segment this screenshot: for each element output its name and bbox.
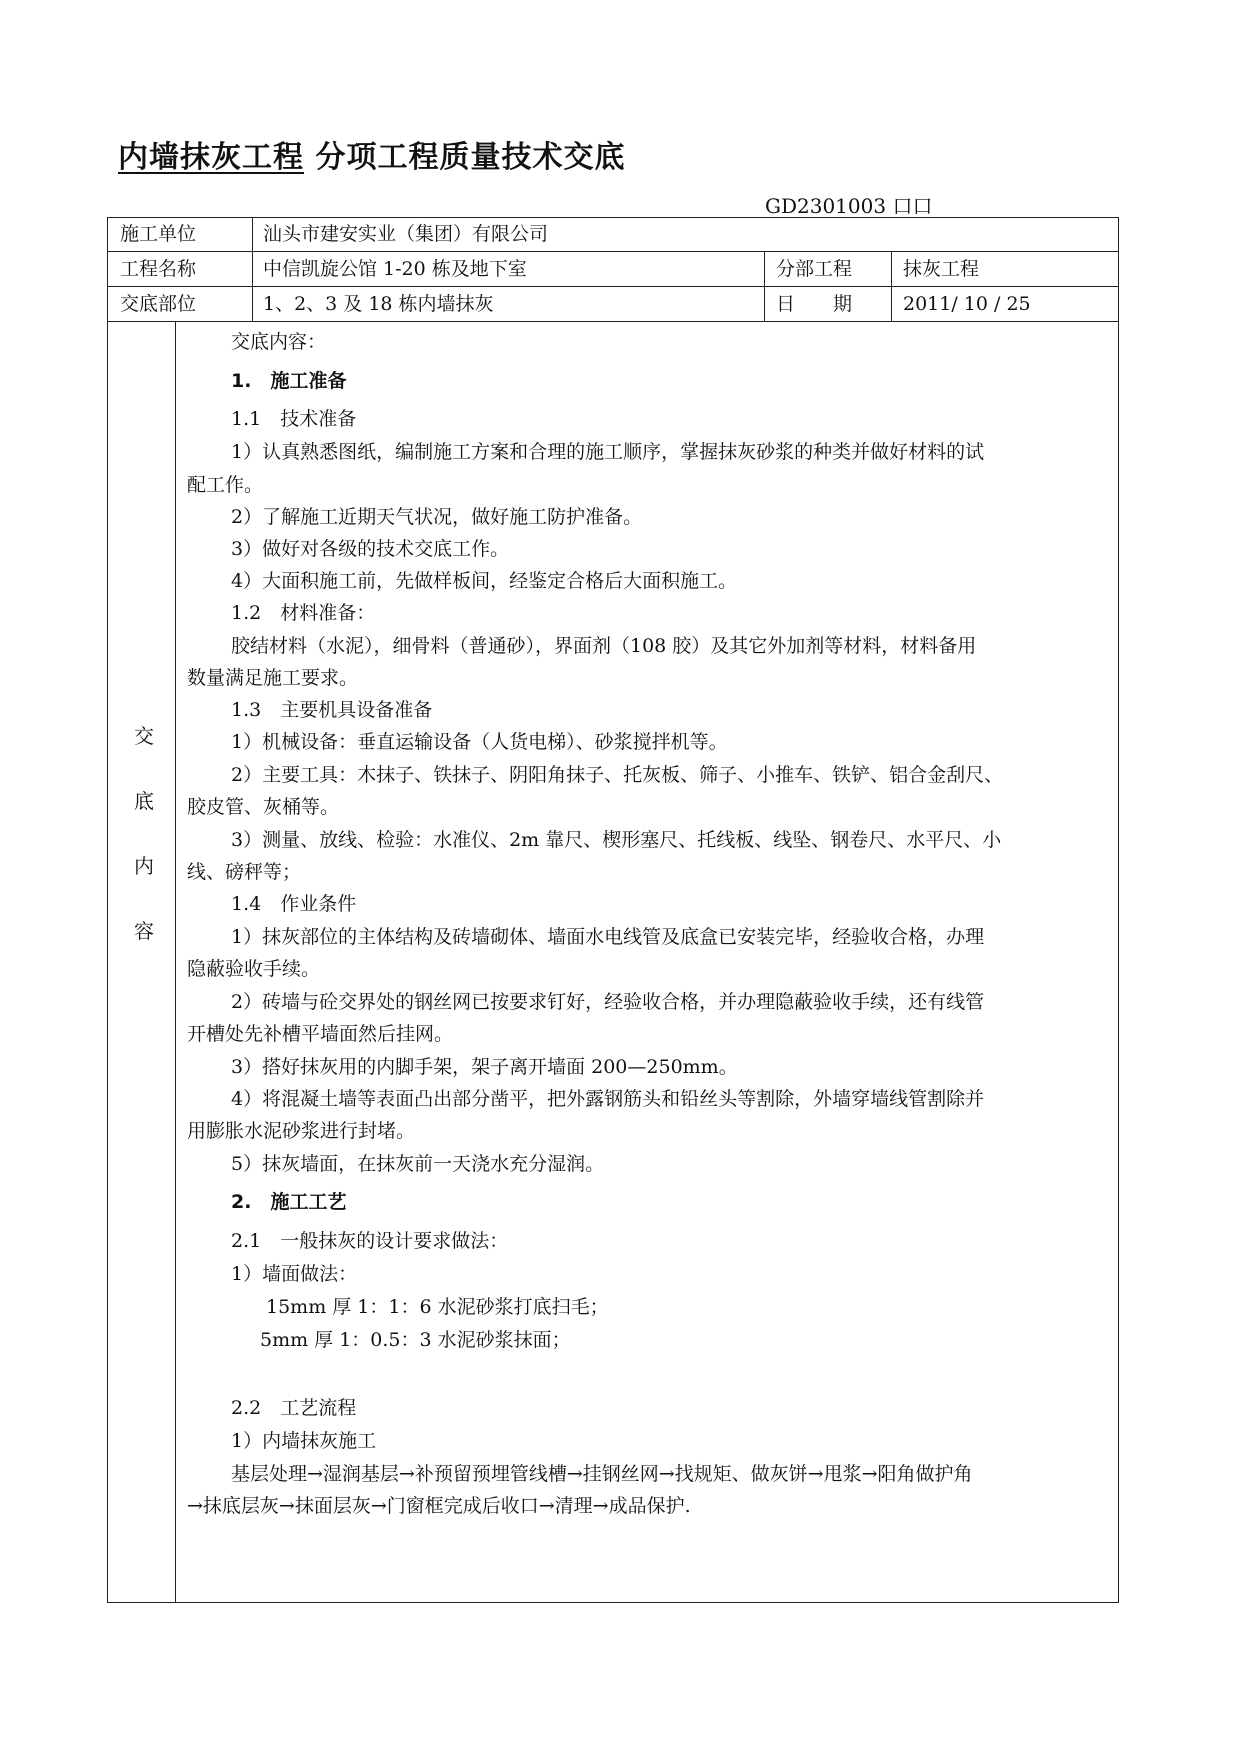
content-line: 胶皮管、灰桶等。 — [187, 796, 340, 818]
content-line: 线、磅秤等； — [187, 861, 302, 883]
subsection-heading: 1.3 主要机具设备准备 — [231, 699, 433, 721]
content-line: 3）搭好抹灰用的内脚手架，架子离开墙面 200—250mm。 — [231, 1056, 738, 1078]
row-divider — [107, 251, 1119, 252]
content-line: 隐蔽验收手续。 — [187, 958, 321, 980]
date-value: 2011/ 10 / 25 — [903, 293, 1031, 315]
subpart-label: 分部工程 — [776, 258, 853, 280]
content-line: 15mm 厚 1：1：6 水泥砂浆打底扫毛； — [266, 1296, 609, 1318]
content-line: →抹底层灰→抹面层灰→门窗框完成后收口→清理→成品保护. — [187, 1495, 691, 1517]
content-line: 数量满足施工要求。 — [187, 667, 359, 689]
side-label-char: 交 — [134, 724, 154, 748]
page-title — [118, 132, 625, 176]
row-divider — [107, 286, 1119, 287]
subsection-heading: 2.2 工艺流程 — [231, 1397, 357, 1419]
section-heading: 2. 施工工艺 — [231, 1191, 347, 1213]
content-line: 4）大面积施工前，先做样板间，经鉴定合格后大面积施工。 — [231, 570, 738, 592]
document-number: GD2301003 口口 — [765, 194, 933, 218]
column-divider — [252, 217, 253, 321]
content-line: 2）了解施工近期天气状况，做好施工防护准备。 — [231, 506, 643, 528]
side-label-char: 容 — [134, 919, 154, 943]
content-line: 5）抹灰墙面，在抹灰前一天浇水充分湿润。 — [231, 1153, 605, 1175]
content-line: 用膨胀水泥砂浆进行封堵。 — [187, 1120, 416, 1142]
column-divider — [764, 251, 765, 321]
content-line: 1）认真熟悉图纸，编制施工方案和合理的施工顺序，掌握抹灰砂浆的种类并做好材料的试 — [231, 441, 985, 463]
location-label: 交底部位 — [120, 293, 197, 315]
title-rest: 分项工程质量技术交底 — [304, 140, 626, 175]
content-line: 5mm 厚 1：0.5：3 水泥砂浆抹面； — [260, 1329, 571, 1351]
subpart-value: 抹灰工程 — [903, 258, 980, 280]
subsection-heading: 1.1 技术准备 — [231, 408, 357, 430]
column-divider — [891, 251, 892, 321]
content-line: 胶结材料（水泥），细骨料（普通砂），界面剂（108 胶）及其它外加剂等材料，材料备用 — [231, 635, 977, 657]
date-label: 日 期 — [776, 293, 853, 315]
content-line: 1）机械设备：垂直运输设备（人货电梯）、砂浆搅拌机等。 — [231, 731, 728, 753]
content-line: 1）抹灰部位的主体结构及砖墙砌体、墙面水电线管及底盒已安装完毕，经验收合格，办理 — [231, 926, 985, 948]
content-line: 基层处理→湿润基层→补预留预埋管线槽→挂钢丝网→找规矩、做灰饼→甩浆→阳角做护角 — [231, 1463, 973, 1485]
content-line: 3）测量、放线、检验：水准仪、2m 靠尺、楔形塞尺、托线板、线坠、钢卷尺、水平尺、小 — [231, 829, 1002, 851]
content-line: 1）墙面做法： — [231, 1263, 358, 1285]
content-line: 4）将混凝土墙等表面凸出部分凿平，把外露钢筋头和铅丝头等割除，外墙穿墙线管割除并 — [231, 1088, 985, 1110]
column-divider — [175, 321, 176, 1603]
side-label-char: 底 — [134, 789, 154, 813]
subsection-heading: 1.2 材料准备： — [231, 602, 376, 624]
content-line: 1）内墙抹灰施工 — [231, 1430, 377, 1452]
subsection-heading: 2.1 一般抹灰的设计要求做法： — [231, 1230, 509, 1252]
content-line: 2）主要工具：木抹子、铁抹子、阴阳角抹子、托灰板、筛子、小推车、铁铲、铝合金刮尺、 — [231, 764, 1004, 786]
content-line: 开槽处先补槽平墙面然后挂网。 — [187, 1023, 454, 1045]
unit-value: 汕头市建安实业（集团）有限公司 — [263, 223, 549, 245]
content-line: 3）做好对各级的技术交底工作。 — [231, 538, 510, 560]
title-underlined: 内墙抹灰工程 — [118, 140, 304, 175]
section-heading: 1. 施工准备 — [231, 370, 347, 392]
content-line: 配工作。 — [187, 474, 264, 496]
row-divider — [107, 321, 1119, 322]
project-label: 工程名称 — [120, 258, 197, 280]
content-line: 2）砖墙与砼交界处的钢丝网已按要求钉好，经验收合格，并办理隐蔽验收手续，还有线管 — [231, 991, 985, 1013]
subsection-heading: 1.4 作业条件 — [231, 893, 357, 915]
side-label-char: 内 — [134, 854, 154, 878]
content-line: 交底内容： — [231, 331, 327, 353]
unit-label: 施工单位 — [120, 223, 197, 245]
location-value: 1、2、3 及 18 栋内墙抹灰 — [263, 293, 494, 315]
project-value: 中信凯旋公馆 1-20 栋及地下室 — [263, 258, 527, 280]
